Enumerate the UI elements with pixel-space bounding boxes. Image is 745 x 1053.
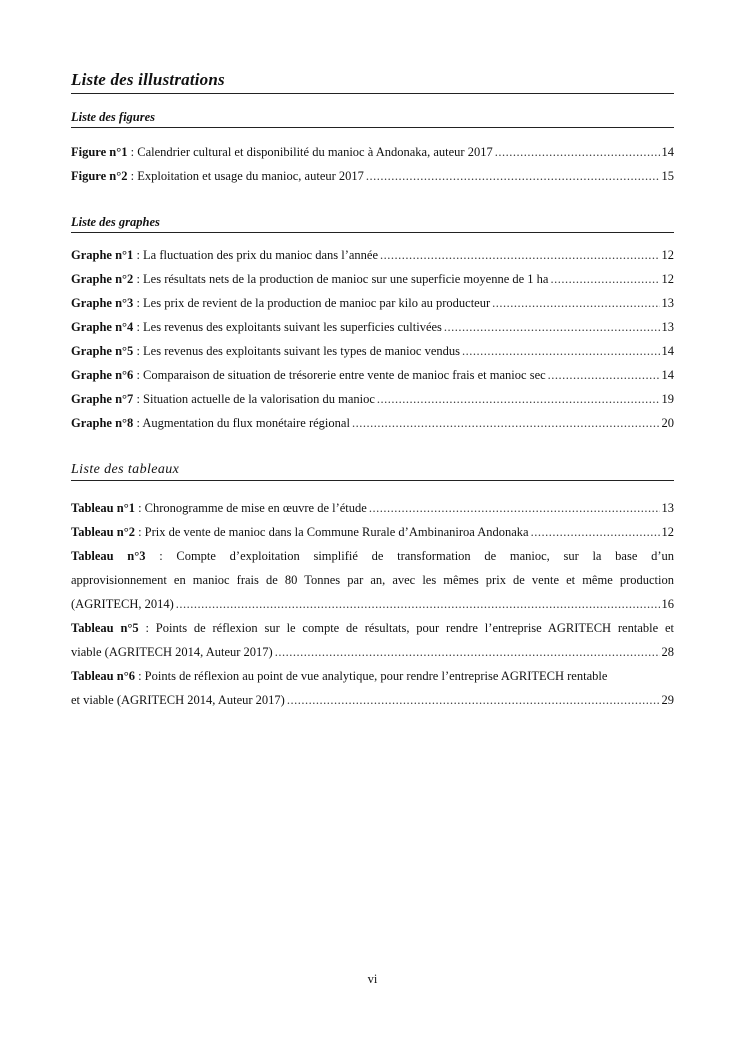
- entry-page: 20: [661, 416, 674, 430]
- tableaux-heading: Liste des tableaux: [71, 462, 674, 481]
- leader-dots: [495, 140, 660, 164]
- entry-label: Tableau n°2: [71, 525, 135, 539]
- leader-dots: [366, 164, 660, 188]
- list-item[interactable]: [71, 315, 674, 339]
- page-number: vi: [367, 972, 378, 986]
- entry-last-line: [71, 640, 674, 664]
- entry-label: Graphe n°1: [71, 248, 134, 262]
- entry-text: : Les revenus des exploitants suivant les superficies cultivées: [133, 320, 442, 334]
- leader-dots: [176, 592, 660, 616]
- leader-dots: [548, 363, 660, 387]
- entry-last-line: [71, 592, 674, 616]
- list-item[interactable]: [71, 544, 674, 616]
- entry-text: : Situation actuelle de la valorisation du manioc: [133, 392, 375, 406]
- list-item[interactable]: [71, 496, 674, 520]
- entry-text: : Calendrier cultural et disponibilité du manioc à Andonaka, auteur 2017: [127, 145, 493, 159]
- entry-last-line: [71, 688, 674, 712]
- entry-label: Tableau n°3: [71, 549, 146, 563]
- entry-text: : Points de réflexion au point de vue analytique, pour rendre l’entreprise AGRITECH rentable: [134, 669, 608, 683]
- entry-label: Graphe n°8: [71, 416, 134, 430]
- entry-label: Graphe n°6: [71, 368, 134, 382]
- figures-list: [71, 140, 674, 188]
- entry-label: Graphe n°4: [71, 320, 134, 334]
- entry-label: Graphe n°3: [71, 296, 134, 310]
- entry-page: 13: [661, 320, 674, 334]
- entry-text: : Les revenus des exploitants suivant les types de manioc vendus: [133, 344, 460, 358]
- entry-text: : Les prix de revient de la production de manioc par kilo au producteur: [133, 296, 491, 310]
- leader-dots: [275, 640, 660, 664]
- entry-page: 28: [661, 645, 674, 659]
- list-item[interactable]: [71, 291, 674, 315]
- entry-page: 14: [661, 344, 674, 358]
- list-item[interactable]: [71, 411, 674, 435]
- list-item[interactable]: [71, 616, 674, 664]
- entry-text: (AGRITECH, 2014): [71, 597, 174, 611]
- leader-dots: [550, 267, 659, 291]
- entry-text: viable (AGRITECH 2014, Auteur 2017): [71, 645, 273, 659]
- list-item[interactable]: [71, 243, 674, 267]
- entry-line: [71, 664, 674, 688]
- entry-text: : Comparaison de situation de trésorerie entre vente de manioc frais et manioc sec: [133, 368, 546, 382]
- entry-text: : Prix de vente de manioc dans la Commune Rurale d’Ambinaniroa Andonaka: [134, 525, 529, 539]
- entry-text: : Compte d’exploitation simplifié de transformation de manioc, sur la base d’un: [145, 549, 674, 563]
- leader-dots: [462, 339, 660, 363]
- entry-page: 12: [661, 248, 674, 262]
- entry-label: Graphe n°5: [71, 344, 134, 358]
- leader-dots: [287, 688, 660, 712]
- entry-page: 14: [661, 145, 674, 159]
- list-item[interactable]: [71, 339, 674, 363]
- entry-line: [71, 616, 674, 640]
- leader-dots: [492, 291, 659, 315]
- entry-label: Tableau n°6: [71, 669, 135, 683]
- entry-page: 12: [661, 525, 674, 539]
- entry-text: : Augmentation du flux monétaire régional: [133, 416, 350, 430]
- entry-label: Graphe n°2: [71, 272, 134, 286]
- list-item[interactable]: [71, 164, 674, 188]
- entry-label: Figure n°2: [71, 169, 128, 183]
- entry-page: 13: [661, 296, 674, 310]
- entry-text: et viable (AGRITECH 2014, Auteur 2017): [71, 693, 285, 707]
- tableaux-list: [71, 496, 674, 712]
- graphes-heading: Liste des graphes: [71, 215, 674, 233]
- entry-page: 16: [661, 597, 674, 611]
- entry-text: : Exploitation et usage du manioc, auteur 2017: [127, 169, 364, 183]
- entry-page: 12: [661, 272, 674, 286]
- entry-label: Graphe n°7: [71, 392, 134, 406]
- entry-text: : Chronogramme de mise en œuvre de l’étude: [134, 501, 367, 515]
- entry-page: 29: [661, 693, 674, 707]
- leader-dots: [352, 411, 660, 435]
- entry-line: [71, 544, 674, 568]
- entry-label: Tableau n°1: [71, 501, 135, 515]
- figures-heading: Liste des figures: [71, 110, 674, 128]
- list-item[interactable]: [71, 267, 674, 291]
- leader-dots: [369, 496, 660, 520]
- page-title: Liste des illustrations: [71, 70, 674, 94]
- list-item[interactable]: [71, 363, 674, 387]
- list-item[interactable]: [71, 520, 674, 544]
- leader-dots: [377, 387, 660, 411]
- leader-dots: [380, 243, 659, 267]
- list-item[interactable]: [71, 387, 674, 411]
- list-item[interactable]: [71, 664, 674, 712]
- leader-dots: [531, 520, 660, 544]
- entry-page: 15: [661, 169, 674, 183]
- entry-text: : La fluctuation des prix du manioc dans l’année: [133, 248, 379, 262]
- entry-label: Tableau n°5: [71, 621, 139, 635]
- leader-dots: [444, 315, 660, 339]
- entry-text: : Points de réflexion sur le compte de résultats, pour rendre l’entreprise AGRITECH rentable et: [138, 621, 674, 635]
- entry-line: approvisionnement en manioc frais de 80 Tonnes par an, avec les mêmes prix de vente et même production: [71, 573, 674, 587]
- entry-page: 19: [661, 392, 674, 406]
- entry-page: 14: [661, 368, 674, 382]
- entry-page: 13: [661, 501, 674, 515]
- list-item[interactable]: [71, 140, 674, 164]
- entry-text: : Les résultats nets de la production de manioc sur une superficie moyenne de 1 ha: [133, 272, 549, 286]
- graphes-list: [71, 243, 674, 435]
- entry-label: Figure n°1: [71, 145, 128, 159]
